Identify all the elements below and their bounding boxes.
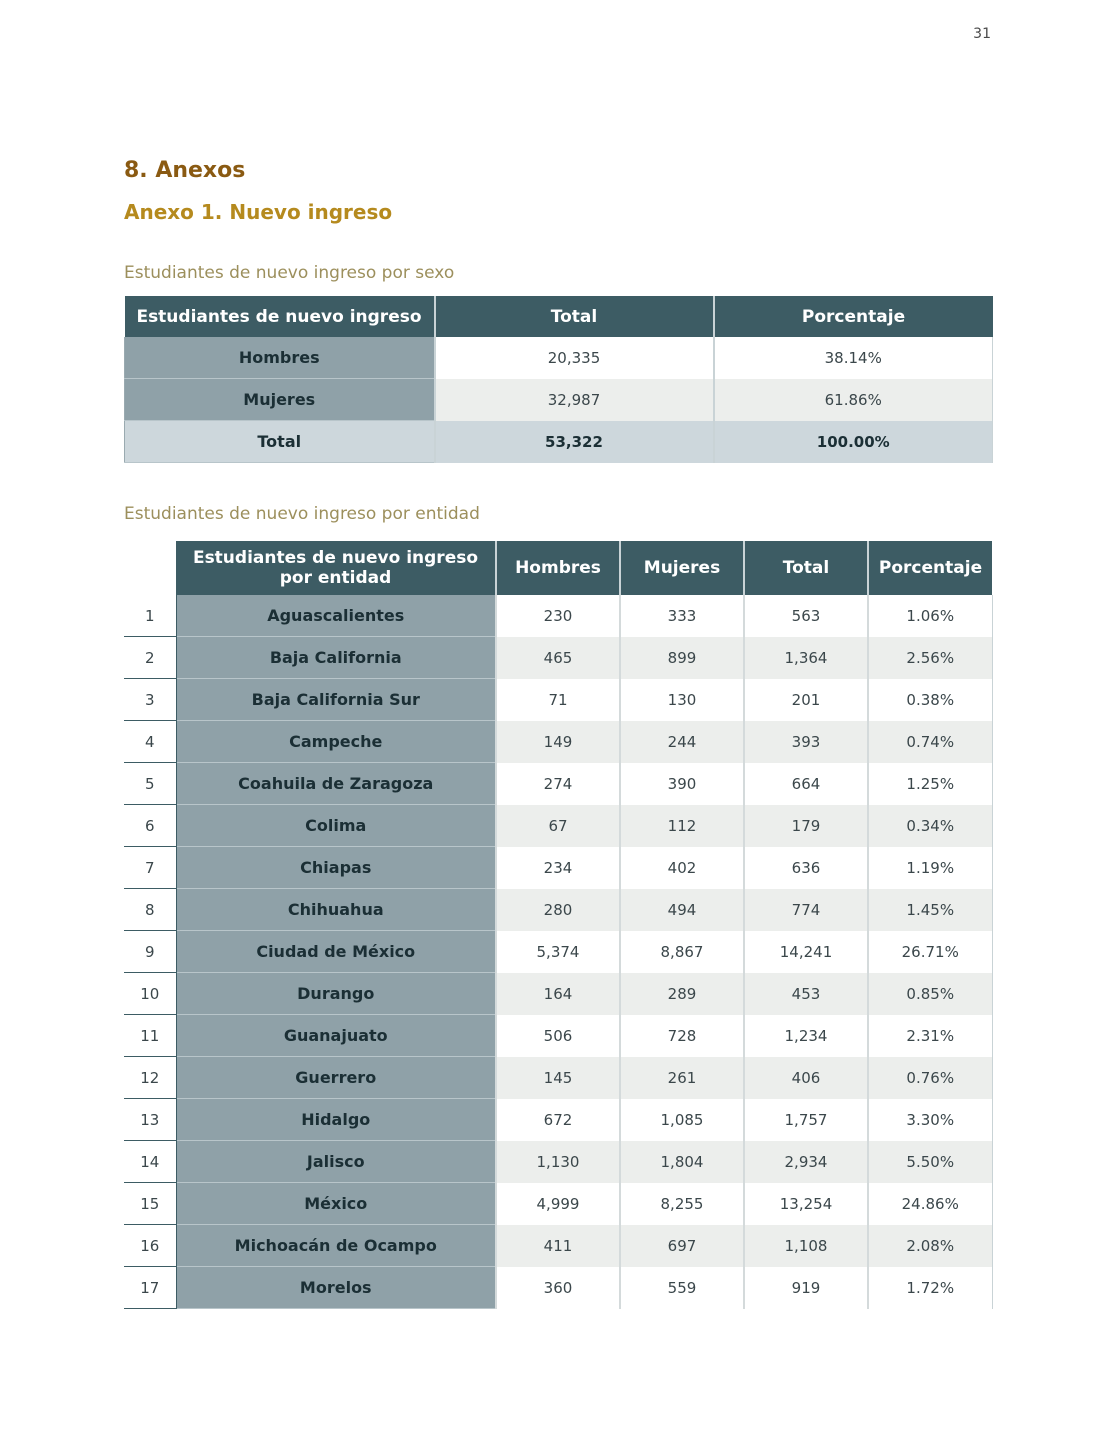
cell-men: 411: [496, 1225, 620, 1267]
table-row: [124, 1183, 992, 1225]
cell-men: 506: [496, 1015, 620, 1057]
row-number: 11: [124, 1015, 176, 1057]
cell-men: 1,130: [496, 1141, 620, 1183]
section-heading: 8. Anexos: [124, 158, 246, 183]
table-row: [124, 763, 992, 805]
table-row: [124, 1015, 992, 1057]
cell-total: 53,322: [435, 421, 714, 463]
cell-total: 453: [744, 973, 868, 1015]
cell-women: 261: [620, 1057, 744, 1099]
cell-percentage: 1.45%: [868, 889, 992, 931]
cell-percentage: 100.00%: [714, 421, 993, 463]
table-row: [125, 379, 993, 421]
table-by-sex: [124, 296, 993, 463]
cell-women: 1,085: [620, 1099, 744, 1141]
row-number: 15: [124, 1183, 176, 1225]
annex-heading: Anexo 1. Nuevo ingreso: [124, 200, 393, 224]
cell-total: 20,335: [435, 337, 714, 379]
table-row: [125, 337, 993, 379]
cell-total: 1,108: [744, 1225, 868, 1267]
state-name: Aguascalientes: [176, 595, 496, 637]
cell-men: 4,999: [496, 1183, 620, 1225]
row-number: 17: [124, 1267, 176, 1309]
cell-total: 1,234: [744, 1015, 868, 1057]
column-header: Porcentaje: [714, 296, 993, 337]
cell-percentage: 2.56%: [868, 637, 992, 679]
cell-percentage: 1.25%: [868, 763, 992, 805]
row-number: 12: [124, 1057, 176, 1099]
cell-total: 14,241: [744, 931, 868, 973]
cell-total: 563: [744, 595, 868, 637]
column-header: Total: [744, 541, 868, 595]
cell-percentage: 0.85%: [868, 973, 992, 1015]
table-header-row: [125, 296, 993, 337]
cell-total: 32,987: [435, 379, 714, 421]
cell-percentage: 24.86%: [868, 1183, 992, 1225]
column-header: Mujeres: [620, 541, 744, 595]
table-row: [124, 637, 992, 679]
table-row: [124, 1267, 992, 1309]
cell-men: 71: [496, 679, 620, 721]
column-header: Hombres: [496, 541, 620, 595]
cell-total: 774: [744, 889, 868, 931]
table-row: [124, 679, 992, 721]
cell-percentage: 2.31%: [868, 1015, 992, 1057]
cell-percentage: 1.72%: [868, 1267, 992, 1309]
cell-women: 697: [620, 1225, 744, 1267]
row-number: 7: [124, 847, 176, 889]
cell-women: 289: [620, 973, 744, 1015]
cell-total: 406: [744, 1057, 868, 1099]
cell-men: 465: [496, 637, 620, 679]
cell-men: 164: [496, 973, 620, 1015]
cell-women: 130: [620, 679, 744, 721]
state-name: Ciudad de México: [176, 931, 496, 973]
row-number: 3: [124, 679, 176, 721]
table-row: [124, 1099, 992, 1141]
table-row: [124, 847, 992, 889]
state-name: México: [176, 1183, 496, 1225]
table-row: [124, 889, 992, 931]
state-name: Guanajuato: [176, 1015, 496, 1057]
row-number: 10: [124, 973, 176, 1015]
state-name: Campeche: [176, 721, 496, 763]
cell-men: 67: [496, 805, 620, 847]
cell-women: 559: [620, 1267, 744, 1309]
cell-total: 201: [744, 679, 868, 721]
row-number: 14: [124, 1141, 176, 1183]
state-name: Guerrero: [176, 1057, 496, 1099]
cell-women: 8,867: [620, 931, 744, 973]
row-number: 9: [124, 931, 176, 973]
cell-women: 402: [620, 847, 744, 889]
state-name: Morelos: [176, 1267, 496, 1309]
state-name: Durango: [176, 973, 496, 1015]
cell-women: 899: [620, 637, 744, 679]
cell-percentage: 38.14%: [714, 337, 993, 379]
state-name: Colima: [176, 805, 496, 847]
state-name: Hidalgo: [176, 1099, 496, 1141]
cell-women: 728: [620, 1015, 744, 1057]
cell-women: 333: [620, 595, 744, 637]
column-header: Total: [435, 296, 714, 337]
row-label: Hombres: [125, 337, 435, 379]
table-total-row: [125, 421, 993, 463]
cell-total: 2,934: [744, 1141, 868, 1183]
cell-men: 274: [496, 763, 620, 805]
state-name: Michoacán de Ocampo: [176, 1225, 496, 1267]
row-number: 5: [124, 763, 176, 805]
row-number: 4: [124, 721, 176, 763]
state-name: Baja California Sur: [176, 679, 496, 721]
cell-women: 8,255: [620, 1183, 744, 1225]
cell-percentage: 1.06%: [868, 595, 992, 637]
cell-percentage: 1.19%: [868, 847, 992, 889]
cell-women: 494: [620, 889, 744, 931]
row-number: 1: [124, 595, 176, 637]
row-label: Mujeres: [125, 379, 435, 421]
row-number: 8: [124, 889, 176, 931]
row-number: 6: [124, 805, 176, 847]
cell-total: 636: [744, 847, 868, 889]
table-row: [124, 1141, 992, 1183]
cell-percentage: 3.30%: [868, 1099, 992, 1141]
cell-total: 1,757: [744, 1099, 868, 1141]
cell-women: 112: [620, 805, 744, 847]
cell-men: 672: [496, 1099, 620, 1141]
row-number: 2: [124, 637, 176, 679]
table-row: [124, 1057, 992, 1099]
page-number: 31: [973, 26, 991, 42]
table-row: [124, 805, 992, 847]
table-header-row: [124, 541, 992, 595]
cell-men: 230: [496, 595, 620, 637]
cell-percentage: 2.08%: [868, 1225, 992, 1267]
cell-total: 179: [744, 805, 868, 847]
cell-percentage: 61.86%: [714, 379, 993, 421]
cell-total: 393: [744, 721, 868, 763]
cell-percentage: 0.38%: [868, 679, 992, 721]
column-header: Porcentaje: [868, 541, 992, 595]
table-row: [124, 973, 992, 1015]
cell-total: 664: [744, 763, 868, 805]
cell-total: 1,364: [744, 637, 868, 679]
column-header: Estudiantes de nuevo ingreso: [125, 296, 435, 337]
row-number: 13: [124, 1099, 176, 1141]
cell-men: 234: [496, 847, 620, 889]
cell-percentage: 0.76%: [868, 1057, 992, 1099]
state-name: Baja California: [176, 637, 496, 679]
cell-total: 919: [744, 1267, 868, 1309]
cell-percentage: 0.34%: [868, 805, 992, 847]
table-row: [124, 721, 992, 763]
state-name: Chiapas: [176, 847, 496, 889]
cell-men: 360: [496, 1267, 620, 1309]
cell-men: 280: [496, 889, 620, 931]
row-number-header: [124, 541, 176, 595]
cell-women: 390: [620, 763, 744, 805]
state-name: Coahuila de Zaragoza: [176, 763, 496, 805]
cell-men: 145: [496, 1057, 620, 1099]
cell-percentage: 5.50%: [868, 1141, 992, 1183]
cell-percentage: 0.74%: [868, 721, 992, 763]
table-row: [124, 595, 992, 637]
table-sexo-caption: Estudiantes de nuevo ingreso por sexo: [124, 263, 455, 283]
cell-total: 13,254: [744, 1183, 868, 1225]
table-by-state: [124, 541, 993, 1309]
row-label: Total: [125, 421, 435, 463]
table-row: [124, 1225, 992, 1267]
table-entidad-caption: Estudiantes de nuevo ingreso por entidad: [124, 504, 480, 524]
column-header: Estudiantes de nuevo ingreso por entidad: [176, 541, 496, 595]
row-number: 16: [124, 1225, 176, 1267]
state-name: Chihuahua: [176, 889, 496, 931]
table-row: [124, 931, 992, 973]
state-name: Jalisco: [176, 1141, 496, 1183]
cell-women: 244: [620, 721, 744, 763]
cell-percentage: 26.71%: [868, 931, 992, 973]
cell-men: 5,374: [496, 931, 620, 973]
cell-women: 1,804: [620, 1141, 744, 1183]
cell-men: 149: [496, 721, 620, 763]
